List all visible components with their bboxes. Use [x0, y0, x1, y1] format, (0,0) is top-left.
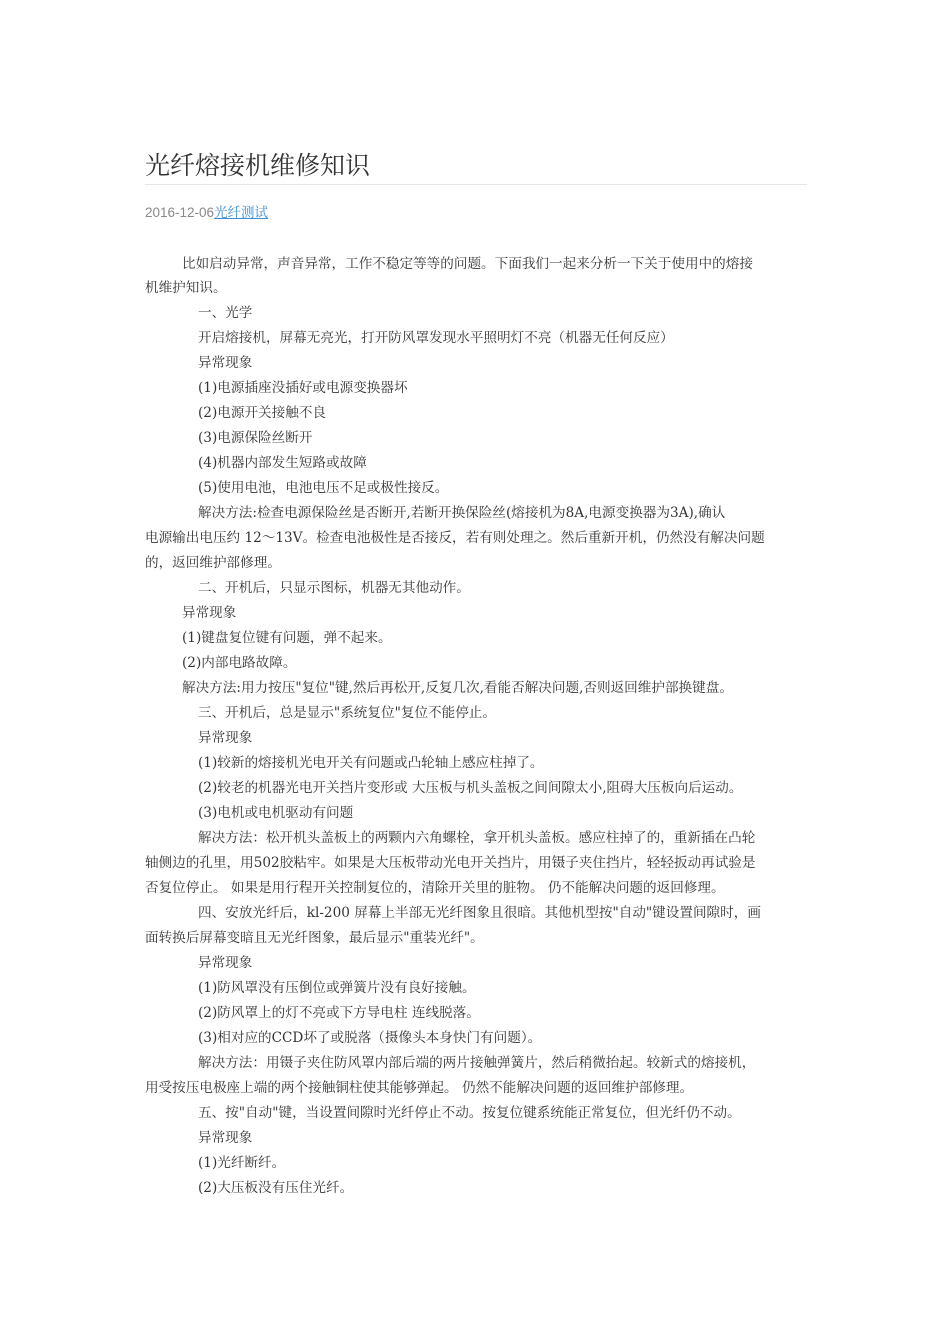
paragraph-line: 的，返回维护部修理。	[145, 555, 281, 571]
subheading: 异常现象	[198, 955, 253, 971]
list-item: (5)使用电池，电池电压不足或极性接反。	[198, 480, 449, 496]
paragraph-line: 否复位停止。 如果是用行程开关控制复位的，清除开关里的脏物。 仍不能解决问题的返回修理。	[145, 880, 725, 896]
list-item: (1)光纤断纤。	[198, 1155, 286, 1171]
list-item: (4)机器内部发生短路或故障	[198, 455, 367, 471]
article-meta	[145, 203, 268, 223]
list-item: (2)电源开关接触不良	[198, 405, 327, 421]
list-item: (2)较老的机器光电开关挡片变形或 大压板与机头盖板之间间隙太小,阻碍大压板向后运动。	[198, 780, 743, 796]
subheading: 异常现象	[198, 355, 253, 371]
list-item: (3)电机或电机驱动有问题	[198, 805, 354, 821]
list-item: (2)防风罩上的灯不亮或下方导电柱 连线脱落。	[198, 1005, 480, 1021]
paragraph-line: 机维护知识。	[145, 280, 227, 296]
post-date: 2016-12-06	[145, 205, 215, 220]
paragraph-line: 轴侧边的孔里，用502胶粘牢。如果是大压板带动光电开关挡片，用镊子夹住挡片，轻轻扳动再试验是	[145, 855, 756, 871]
category-link[interactable]: 光纤测试	[214, 205, 269, 221]
paragraph-line: 解决方法：用镊子夹住防风罩内部后端的两片接触弹簧片，然后稍微抬起。较新式的熔接机，	[198, 1055, 756, 1071]
list-item: (1)电源插座没插好或电源变换器坏	[198, 380, 408, 396]
article-title: 光纤熔接机维修知识	[145, 150, 371, 180]
section-heading: 四、安放光纤后，kl-200 屏幕上半部无光纤图象且很暗。其他机型按"自动"键设置间隙时，画	[198, 905, 761, 921]
subheading: 异常现象	[182, 605, 237, 621]
paragraph-line: 开启熔接机，屏幕无亮光，打开防风罩发现水平照明灯不亮（机器无任何反应）	[198, 330, 674, 346]
section-heading: 五、按"自动"键，当设置间隙时光纤停止不动。按复位键系统能正常复位，但光纤仍不动。	[198, 1105, 741, 1121]
paragraph-line: 解决方法:用力按压"复位"键,然后再松开,反复几次,看能否解决问题,否则返回维护部换键盘。	[182, 680, 733, 696]
section-heading: 一、光学	[198, 305, 253, 321]
list-item: (1)较新的熔接机光电开关有问题或凸轮轴上感应柱掉了。	[198, 755, 544, 771]
list-item: (1)防风罩没有压倒位或弹簧片没有良好接触。	[198, 980, 476, 996]
list-item: (3)相对应的CCD坏了或脱落（摄像头本身快门有问题）。	[198, 1030, 542, 1046]
section-heading: 二、开机后，只显示图标，机器无其他动作。	[198, 580, 470, 596]
title-divider	[145, 184, 807, 185]
list-item: (3)电源保险丝断开	[198, 430, 313, 446]
list-item: (1)键盘复位键有问题，弹不起来。	[182, 630, 392, 646]
paragraph-line: 解决方法：松开机头盖板上的两颗内六角螺栓，拿开机头盖板。感应柱掉了的，重新插在凸轮	[198, 830, 756, 846]
paragraph-line: 解决方法:检查电源保险丝是否断开,若断开换保险丝(熔接机为8A,电源变换器为3A),确认	[198, 505, 726, 521]
subheading: 异常现象	[198, 730, 253, 746]
paragraph-line: 比如启动异常，声音异常，工作不稳定等等的问题。下面我们一起来分析一下关于使用中的熔接	[182, 256, 753, 272]
list-item: (2)内部电路故障。	[182, 655, 297, 671]
list-item: (2)大压板没有压住光纤。	[198, 1180, 354, 1196]
paragraph-line: 面转换后屏幕变暗且无光纤图象，最后显示"重装光纤"。	[145, 930, 484, 946]
section-heading: 三、开机后，总是显示"系统复位"复位不能停止。	[198, 705, 496, 721]
paragraph-line: 用受按压电极座上端的两个接触铜柱使其能够弹起。 仍然不能解决问题的返回维护部修理。	[145, 1080, 694, 1096]
subheading: 异常现象	[198, 1130, 253, 1146]
paragraph-line: 电源输出电压约 12～13V。检查电池极性是否接反，若有则处理之。然后重新开机，仍然没有解决问题	[145, 530, 765, 546]
